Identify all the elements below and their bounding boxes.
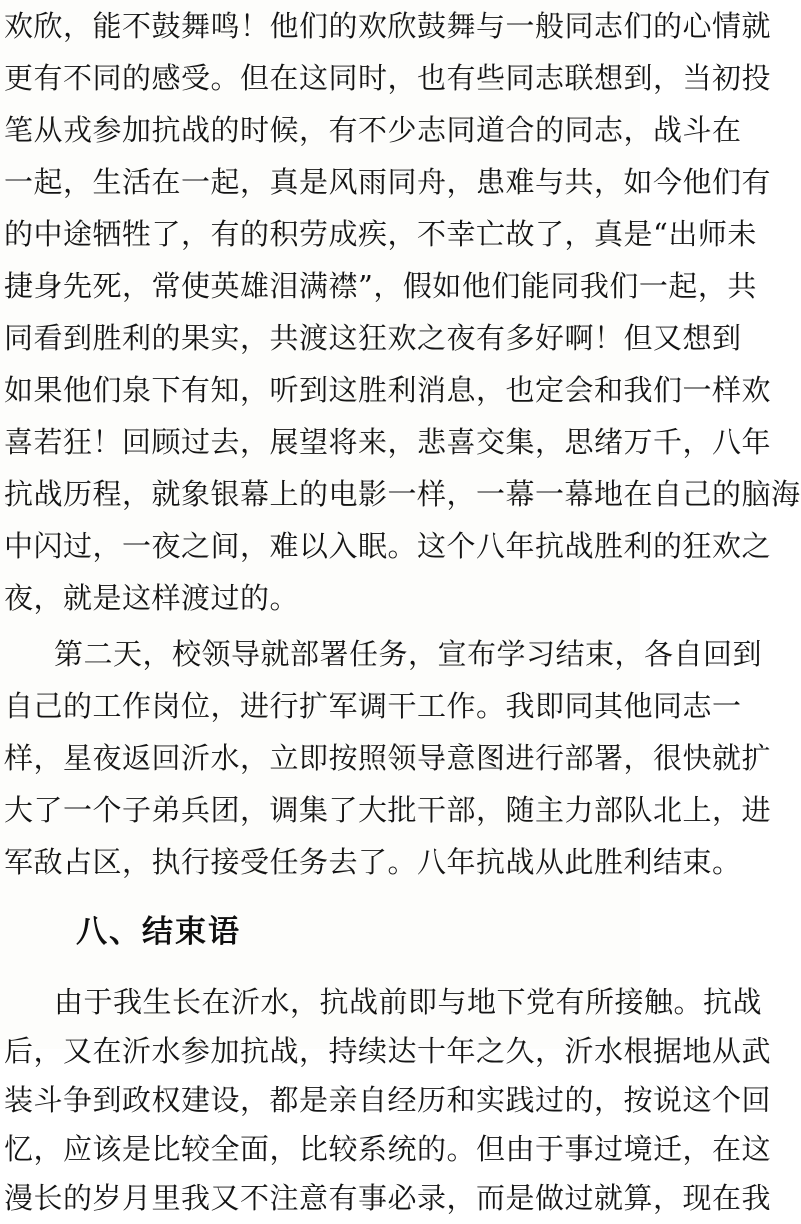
section-heading: 八、结束语 <box>76 914 241 950</box>
text-line: 漫长的岁月里我又不注意有事必录，而是做过就算，现在我 <box>4 1181 772 1215</box>
text-line: 自己的工作岗位，进行扩军调干工作。我即同其他同志一 <box>4 689 742 723</box>
text-line: 抗战历程，就象银幕上的电影一样，一幕一幕地在自己的脑海 <box>4 477 801 511</box>
text-line: 中闪过，一夜之间，难以入眠。这个八年抗战胜利的狂欢之 <box>4 529 772 563</box>
text-line: 笔从戎参加抗战的时候，有不少志同道合的同志，战斗在 <box>4 113 742 147</box>
text-line: 由于我生长在沂水，抗战前即与地下党有所接触。抗战 <box>54 985 763 1019</box>
text-line: 更有不同的感受。但在这同时，也有些同志联想到，当初投 <box>4 61 772 95</box>
text-line: 军敌占区，执行接受任务去了。八年抗战从此胜利结束。 <box>4 845 742 879</box>
text-line: 样，星夜返回沂水，立即按照领导意图进行部署，很快就扩 <box>4 741 772 775</box>
text-line: 后，又在沂水参加抗战，持续达十年之久，沂水根据地从武 <box>4 1034 772 1068</box>
text-line: 如果他们泉下有知，听到这胜利消息，也定会和我们一样欢 <box>4 373 772 407</box>
text-line: 同看到胜利的果实，共渡这狂欢之夜有多好啊！但又想到 <box>4 321 742 355</box>
text-line: 夜，就是这样渡过的。 <box>4 581 300 615</box>
text-line: 捷身先死，常使英雄泪满襟”，假如他们能同我们一起，共 <box>4 269 757 303</box>
text-line: 第二天，校领导就部署任务，宣布学习结束，各自回到 <box>54 637 763 671</box>
text-line: 一起，生活在一起，真是风雨同舟，患难与共，如今他们有 <box>4 165 772 199</box>
text-line: 喜若狂！回顾过去，展望将来，悲喜交集，思绪万千，八年 <box>4 425 772 459</box>
text-line: 欢欣，能不鼓舞鸣！他们的欢欣鼓舞与一般同志们的心情就 <box>4 9 772 43</box>
text-line: 的中途牺牲了，有的积劳成疾，不幸亡故了，真是“出师未 <box>4 217 757 251</box>
text-line: 忆，应该是比较全面，比较系统的。但由于事过境迁，在这 <box>4 1132 772 1166</box>
text-line: 装斗争到政权建设，都是亲自经历和实践过的，按说这个回 <box>4 1083 772 1117</box>
text-line: 大了一个子弟兵团，调集了大批干部，随主力部队北上，进 <box>4 793 772 827</box>
